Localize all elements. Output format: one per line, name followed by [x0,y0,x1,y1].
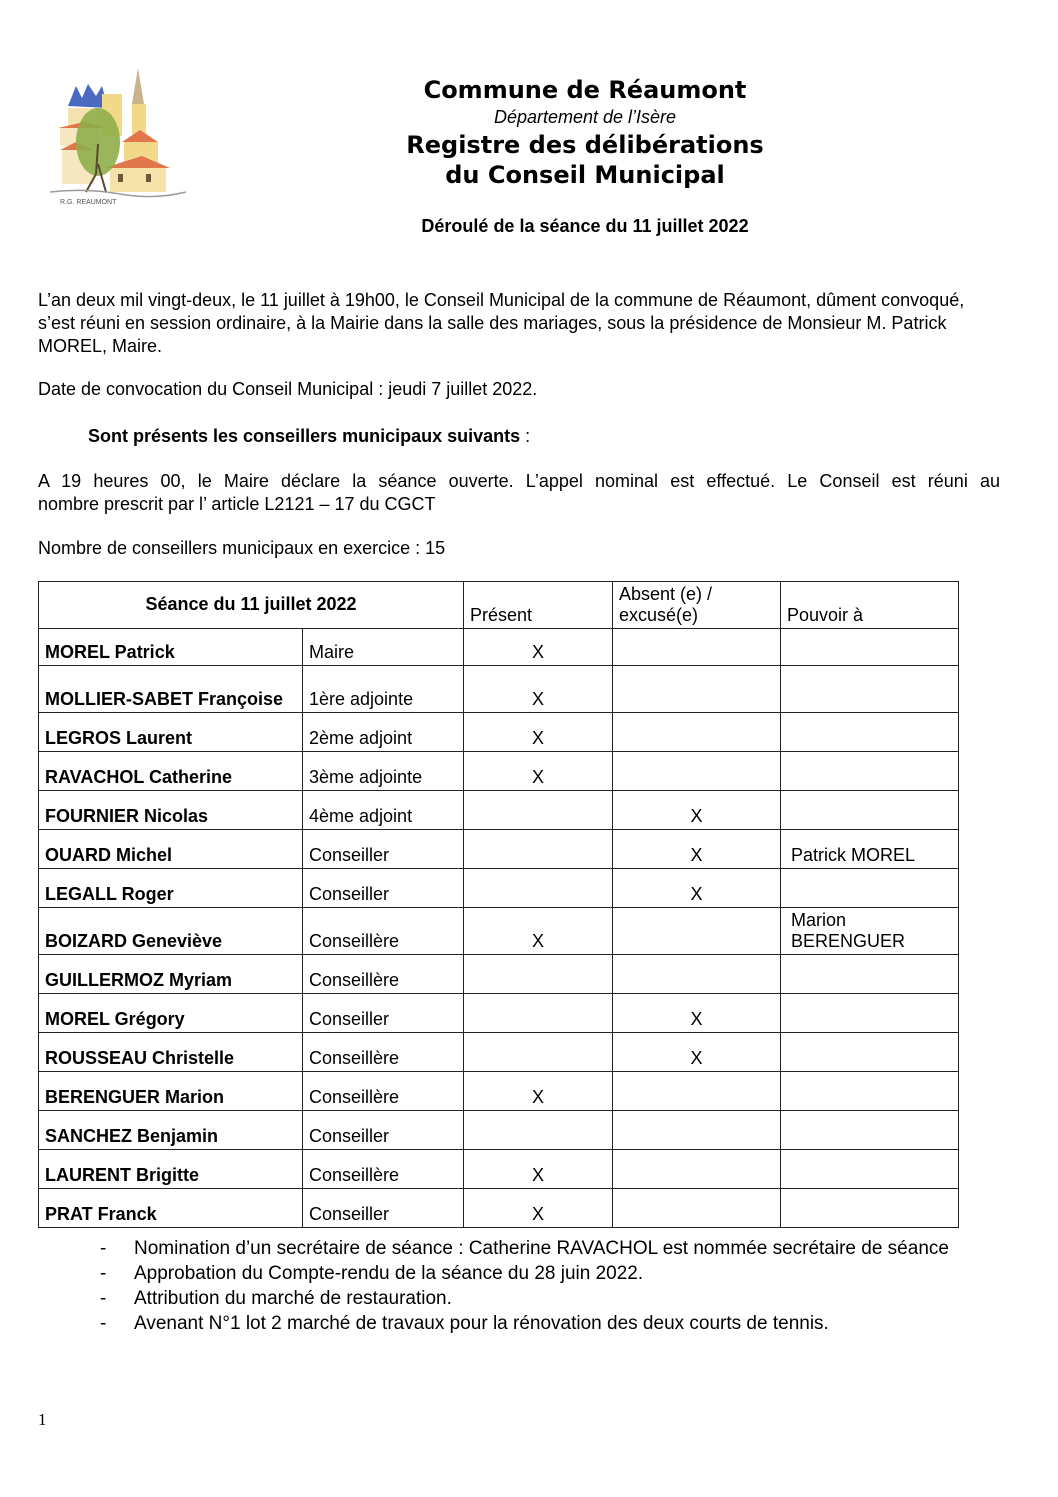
member-name: SANCHEZ Benjamin [39,1111,303,1150]
intro-paragraph: L’an deux mil vingt-deux, le 11 juillet à 19h00, le Conseil Municipal de la commune de Réaumont, dûment convoqué, s’est réuni en session ordinaire, à la Mairie dans la salle des mariages, sous la présidence de Monsieur M. Patrick MOREL, Maire. [38,290,965,356]
proxy-to [781,1033,959,1072]
attendance-header-row [39,582,959,629]
present-mark: X [464,713,613,752]
attendance-row [39,1111,959,1150]
present-mark [464,830,613,869]
present-mark [464,869,613,908]
member-role: 1ère adjointe [303,666,464,713]
present-mark: X [464,1072,613,1111]
member-name: LAURENT Brigitte [39,1150,303,1189]
absent-mark [613,955,781,994]
member-name: OUARD Michel [39,830,303,869]
seance-title: Déroulé de la séance du 11 juillet 2022 [421,216,749,236]
opening-line-1: A 19 heures 00, le Maire déclare la séance ouverte. L’appel nominal est effectué. Le Conseil est réuni au [38,471,1000,491]
bullet-dash: - [100,1288,107,1309]
attendance-row [39,791,959,830]
proxy-to [781,994,959,1033]
page-number: 1 [38,1410,47,1429]
proxy-to [781,955,959,994]
opening-line-2: nombre prescrit par l’ article L2121 – 17 du CGCT [38,494,436,514]
agenda-item-text: Approbation du Compte-rendu de la séance du 28 juin 2022. [134,1263,644,1284]
village-illustration-icon [46,64,194,206]
attendance-row [39,1189,959,1228]
nombre-conseillers: Nombre de conseillers municipaux en exercice : 15 [38,538,446,558]
absent-mark [613,752,781,791]
member-name: ROUSSEAU Christelle [39,1033,303,1072]
agenda-item [100,1311,960,1336]
attendance-row [39,752,959,791]
commune-title: Commune de Réaumont [423,76,747,104]
present-mark: X [464,908,613,955]
member-role: Maire [303,629,464,666]
attendance-row [39,955,959,994]
member-role: Conseillère [303,955,464,994]
member-role: 4ème adjoint [303,791,464,830]
departement-subtitle: Département de l’Isère [493,107,677,127]
registre-title-line1: Registre des délibérations [406,131,764,159]
present-mark [464,791,613,830]
member-role: Conseiller [303,869,464,908]
bullet-dash: - [100,1238,107,1259]
present-mark: X [464,1189,613,1228]
attendance-table [38,581,959,1228]
presents-heading-text: Sont présents les conseillers municipaux suivants [88,426,521,446]
proxy-to [781,1072,959,1111]
absent-mark [613,1189,781,1228]
col-header-present: Présent [464,582,613,629]
member-role: Conseiller [303,1189,464,1228]
absent-mark: X [613,869,781,908]
logo-signature: R.G. REAUMONT [60,199,117,206]
commune-logo [46,64,194,206]
registre-title [300,130,870,190]
col-header-absent-text: Absent (e) / excusé(e) [619,584,713,625]
attendance-row [39,713,959,752]
agenda-list [100,1236,960,1336]
member-role: Conseiller [303,1111,464,1150]
member-role: Conseillère [303,908,464,955]
absent-mark [613,1150,781,1189]
absent-mark [613,908,781,955]
member-name: RAVACHOL Catherine [39,752,303,791]
member-role: Conseillère [303,1033,464,1072]
agenda-item [100,1236,960,1261]
attendance-row [39,1033,959,1072]
attendance-row [39,830,959,869]
bullet-dash: - [100,1313,107,1334]
attendance-row [39,869,959,908]
present-mark [464,955,613,994]
registre-title-line2: du Conseil Municipal [445,161,725,189]
member-role: Conseillère [303,1150,464,1189]
attendance-row [39,1072,959,1111]
proxy-to: Patrick MOREL [781,830,959,869]
proxy-to [781,1189,959,1228]
member-name: LEGROS Laurent [39,713,303,752]
col-header-pouvoir: Pouvoir à [781,582,959,629]
member-role: Conseillère [303,1072,464,1111]
proxy-to [781,791,959,830]
member-name: MOREL Grégory [39,994,303,1033]
proxy-to [781,752,959,791]
proxy-to: Marion BERENGUER [781,908,959,955]
member-name: PRAT Franck [39,1189,303,1228]
opening-paragraph [38,470,1000,516]
absent-mark: X [613,791,781,830]
proxy-to [781,1111,959,1150]
attendance-row [39,629,959,666]
attendance-row [39,1150,959,1189]
absent-mark [613,629,781,666]
agenda-item-text: Avenant N°1 lot 2 marché de travaux pour la rénovation des deux courts de tennis. [134,1313,829,1334]
absent-mark: X [613,1033,781,1072]
member-name: BOIZARD Geneviève [39,908,303,955]
member-name: BERENGUER Marion [39,1072,303,1111]
attendance-row [39,994,959,1033]
absent-mark [613,1072,781,1111]
member-name: GUILLERMOZ Myriam [39,955,303,994]
bullet-dash: - [100,1263,107,1284]
present-mark [464,994,613,1033]
convocation-date: Date de convocation du Conseil Municipal : jeudi 7 juillet 2022. [38,379,538,399]
proxy-to [781,1150,959,1189]
agenda-item-text: Attribution du marché de restauration. [134,1288,452,1309]
absent-mark: X [613,830,781,869]
member-role: Conseiller [303,994,464,1033]
proxy-to [781,629,959,666]
attendance-row [39,666,959,713]
member-name: MOLLIER-SABET Françoise [39,666,303,713]
member-name: FOURNIER Nicolas [39,791,303,830]
member-name: LEGALL Roger [39,869,303,908]
presents-heading [88,425,1050,448]
absent-mark [613,666,781,713]
agenda-item-text: Nomination d’un secrétaire de séance : Catherine RAVACHOL est nommée secrétaire de séance [134,1238,949,1259]
proxy-to [781,666,959,713]
col-header-absent [613,582,781,629]
proxy-to [781,869,959,908]
present-mark [464,1033,613,1072]
present-mark [464,1111,613,1150]
presents-colon: : [520,426,531,446]
agenda-item [100,1261,960,1286]
member-role: Conseiller [303,830,464,869]
agenda-item [100,1286,960,1311]
attendance-row [39,908,959,955]
member-role: 3ème adjointe [303,752,464,791]
member-name: MOREL Patrick [39,629,303,666]
table-title: Séance du 11 juillet 2022 [39,582,464,629]
present-mark: X [464,666,613,713]
absent-mark [613,1111,781,1150]
absent-mark [613,713,781,752]
present-mark: X [464,752,613,791]
member-role: 2ème adjoint [303,713,464,752]
present-mark: X [464,1150,613,1189]
proxy-to [781,713,959,752]
absent-mark: X [613,994,781,1033]
present-mark: X [464,629,613,666]
